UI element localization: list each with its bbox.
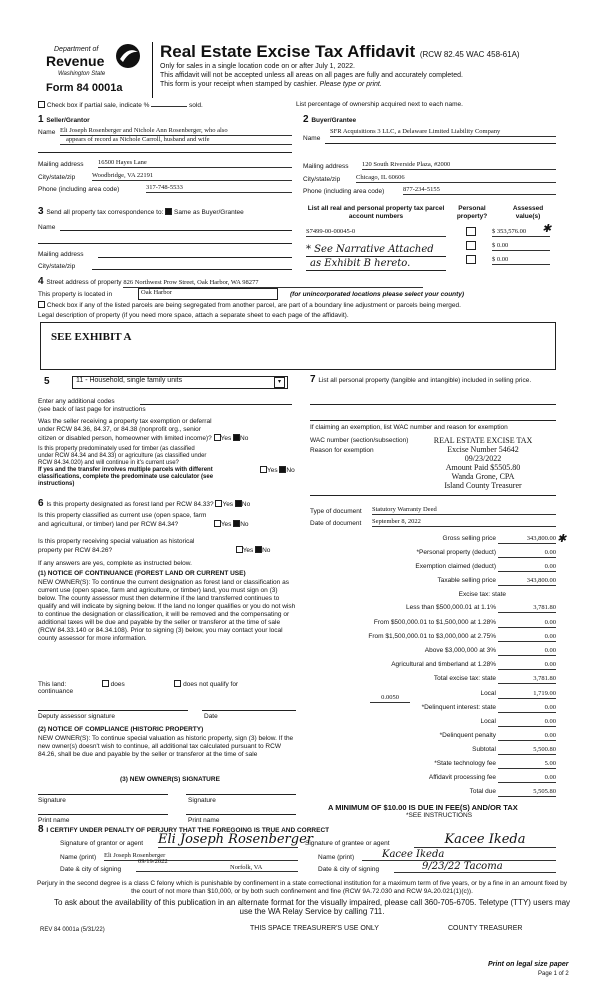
minimum-note: A MINIMUM OF $10.00 IS DUE IN FEE(S) AND/OR TAX bbox=[328, 803, 518, 812]
reason-line-2 bbox=[310, 495, 556, 496]
personal-property-checkbox-2[interactable] bbox=[466, 241, 476, 250]
partial-sale-label: Check box if partial sale, indicate % bbox=[46, 102, 150, 109]
doc-date-label: Date of document bbox=[310, 520, 362, 527]
form-title bbox=[160, 42, 520, 62]
section3-city-field[interactable] bbox=[92, 269, 292, 270]
q-current-use: Is this property classified as current use (open space, farm and agricultural, or timber) land per RCW 84.34? Yes No bbox=[38, 512, 249, 528]
handwritten-exhibit-note: as Exhibit B hereto. bbox=[310, 258, 411, 269]
partial-sold-label: sold. bbox=[189, 102, 203, 109]
calc-row-value[interactable]: 3,781.80 bbox=[498, 675, 556, 684]
seller-city-field[interactable]: Woodbridge, VA 22191 bbox=[92, 172, 292, 181]
seller-mailing-label: Mailing address bbox=[38, 161, 84, 168]
treasurer-stamp bbox=[410, 436, 556, 490]
page-number: Page 1 of 2 bbox=[538, 971, 569, 977]
calc-row-value[interactable]: 1,719.00 bbox=[498, 690, 556, 699]
calc-row-label: Exemption claimed (deduct) bbox=[415, 563, 496, 570]
calc-row-value[interactable]: 0.00 bbox=[498, 704, 556, 713]
q-exemption-no-checkbox[interactable] bbox=[233, 434, 240, 441]
q-current-use-no-checkbox[interactable] bbox=[233, 520, 240, 527]
doc-type-label: Type of document bbox=[310, 508, 362, 515]
land-does-not-checkbox[interactable] bbox=[174, 680, 181, 687]
calc-row-label: Less than $500,000.01 at 1.1% bbox=[406, 604, 496, 611]
owner-print-field-2[interactable] bbox=[186, 814, 296, 815]
buyer-name-line2 bbox=[325, 143, 556, 144]
land-does-checkbox[interactable] bbox=[102, 680, 109, 687]
calc-row-label: *Delinquent penalty bbox=[439, 732, 496, 739]
personal-col-header: Personal property? bbox=[456, 205, 488, 220]
seller-name-line2: appears of record as Nichole Carroll, husband and wife bbox=[60, 136, 292, 145]
assessed-value-1[interactable]: $ 353,576.00 bbox=[492, 228, 550, 237]
grantee-signature-field[interactable]: Kacee Ikeda bbox=[414, 832, 556, 848]
section4-address-row: 4 Street address of property 826 Northwest Prow Street, Oak Harbor, WA 98277 bbox=[38, 278, 423, 288]
buyer-name-label: Name bbox=[303, 135, 321, 142]
calc-row-label: *Delinquent interest: state bbox=[421, 704, 496, 711]
grantor-name-label: Name (print) bbox=[60, 854, 97, 861]
q-timber-yes-checkbox[interactable] bbox=[260, 466, 267, 473]
wac-label: WAC number (section/subsection) bbox=[310, 437, 409, 444]
calc-row-label: Local bbox=[480, 718, 496, 725]
treasurer-use-label: THIS SPACE TREASURER'S USE ONLY bbox=[250, 925, 379, 932]
grantee-name-field[interactable]: Kacee Ikeda bbox=[362, 849, 556, 861]
personal-property-checkbox-1[interactable] bbox=[466, 227, 476, 236]
legal-description-text: SEE EXHIBIT A bbox=[51, 331, 132, 343]
q-exemption: Was the seller receiving a property tax exemption or deferral under RCW 84.36, 84.37, or 84.38 (nonprofit org., senior citizen or disabled person, homeowner with limited income)? Yes No bbox=[38, 418, 249, 442]
same-as-buyer-checkbox[interactable] bbox=[165, 208, 172, 215]
calc-row-label: Total excise tax: state bbox=[433, 675, 496, 682]
stamp-line-6: Island County Treasurer bbox=[444, 481, 522, 490]
section3-mailing-field[interactable] bbox=[98, 257, 292, 258]
section3-name-field[interactable] bbox=[60, 230, 292, 231]
notice1-text: NEW OWNER(S): To continue the current designation as forest land or classification as current use (open space, farm and agriculture, or timber) land, you must sign on (3) below. The county assessor must then determine if the land transferred continues to qualify and will indicate by signing below. If the land no longer qualifies or you do not wish to continue the designation or classification, it will be removed and the compensating or additional taxes will be due and payable by the seller or transferor at the time of sale (RCW 84.33.140 or 84.34.108). Prior to signing (3) below, you may contact your local county assessor for more information. bbox=[38, 579, 296, 642]
stamp-line-4: Amount Paid $5505.80 bbox=[445, 463, 521, 472]
additional-codes-label: Enter any additional codes bbox=[38, 398, 115, 405]
owner-signature-label-1: Signature bbox=[38, 797, 66, 804]
calc-row-value[interactable]: 0.00 bbox=[498, 774, 556, 783]
calc-row-value[interactable]: 3,781.80 bbox=[498, 604, 556, 613]
parcel-number-1[interactable]: S7499-00-00045-0 bbox=[306, 228, 446, 237]
calc-row-label: Gross selling price bbox=[442, 535, 496, 542]
partial-percent-field[interactable] bbox=[151, 106, 187, 107]
legal-size-note: Print on legal size paper bbox=[488, 961, 569, 968]
legal-description-box[interactable] bbox=[40, 322, 556, 370]
handwritten-star-2: ✱ bbox=[557, 532, 567, 545]
use-code-select[interactable] bbox=[72, 376, 288, 389]
see-instructions-note: *SEE INSTRUCTIONS bbox=[406, 812, 473, 819]
calc-row-value[interactable]: 0.00 bbox=[498, 563, 556, 572]
seller-phone-label: Phone (including area code) bbox=[38, 186, 120, 193]
stamp-line-1: REAL ESTATE EXCISE TAX bbox=[433, 436, 533, 445]
calc-row-label: Local bbox=[480, 690, 496, 697]
dept-logo bbox=[38, 40, 150, 98]
grantee-date-field[interactable]: 9/23/22 Tacoma bbox=[394, 861, 556, 873]
form-number: Form 84 0001a bbox=[46, 82, 123, 94]
calc-row-value[interactable]: 5,500.80 bbox=[498, 746, 556, 755]
use-code-value: 11 - Household, single family units bbox=[76, 377, 183, 384]
calc-row-label: *State technology fee bbox=[434, 760, 496, 767]
grantee-signature-label: Signature of grantee or agent bbox=[305, 840, 390, 847]
q-historic: Is this property receiving special valuation as historical property per RCW 84.26? Yes No bbox=[38, 538, 271, 554]
owner-print-label-2: Print name bbox=[188, 817, 220, 824]
header-sub2: This affidavit will not be accepted unless all areas on all pages are fully and accurately completed. bbox=[160, 72, 463, 79]
calc-row-label: Taxable selling price bbox=[437, 577, 496, 584]
boundary-checkbox[interactable] bbox=[38, 301, 45, 308]
form-title-ref: (RCW 82.45 WAC 458-61A) bbox=[419, 50, 520, 59]
seller-name-line1: Eli Joseph Rosenberger and Nichole Ann Rosenberger, who also bbox=[60, 127, 292, 136]
exemption-top-line bbox=[310, 420, 556, 421]
answer-note: If any answers are yes, complete as instructed below. bbox=[38, 560, 192, 567]
calc-row-value[interactable]: 0.00 bbox=[498, 647, 556, 656]
seller-heading: 1 Seller/Grantor bbox=[38, 114, 90, 125]
dropdown-arrow-icon[interactable]: ▾ bbox=[274, 377, 285, 388]
calc-row-label: Subtotal bbox=[472, 746, 496, 753]
form-title-text: Real Estate Excise Tax Affidavit bbox=[160, 42, 416, 61]
calc-row-label: Above $3,000,000 at 3% bbox=[424, 647, 496, 654]
seller-city-label: City/state/zip bbox=[38, 174, 76, 181]
deputy-signature-label: Deputy assessor signature bbox=[38, 713, 115, 720]
seller-phone-field[interactable]: 317-748-5533 bbox=[146, 184, 292, 193]
seller-name-label: Name bbox=[38, 129, 56, 136]
grantee-name-label: Name (print) bbox=[318, 854, 355, 861]
assessed-col-header: Assessed value(s) bbox=[512, 205, 544, 220]
seller-name-field[interactable] bbox=[60, 127, 292, 145]
q-timber-no-checkbox[interactable] bbox=[279, 466, 286, 473]
section3-name-label: Name bbox=[38, 224, 56, 231]
q-historic-yes-checkbox[interactable] bbox=[236, 546, 243, 553]
owner-print-label-1: Print name bbox=[38, 817, 70, 824]
calc-row-value[interactable]: 343,800.00 bbox=[498, 577, 556, 586]
parcel-col-header: List all real and personal property tax parcel account numbers bbox=[307, 205, 445, 220]
q-timber-answers: Yes No bbox=[260, 466, 295, 475]
buyer-name-field[interactable]: SFR Acquisitions 3 LLC, a Delaware Limited Liability Company bbox=[330, 128, 556, 137]
street-address-field[interactable]: 826 Northwest Prow Street, Oak Harbor, WA 98277 bbox=[123, 279, 423, 288]
handwritten-narrative-note: * See Narrative Attached bbox=[306, 244, 434, 255]
assessed-value-3[interactable]: $ 0.00 bbox=[492, 256, 550, 265]
notice2-title: (2) NOTICE OF COMPLIANCE (HISTORIC PROPERTY) bbox=[38, 726, 204, 733]
calc-row-value[interactable]: 5.00 bbox=[498, 760, 556, 769]
stamp-line-2: Excise Number 54642 bbox=[447, 445, 519, 454]
reason-label: Reason for exemption bbox=[310, 447, 374, 454]
located-select[interactable]: Oak Harbor bbox=[138, 288, 278, 300]
located-note: (for unincorporated locations please select your county) bbox=[290, 291, 465, 298]
buyer-phone-label: Phone (including area code) bbox=[303, 188, 385, 195]
partial-sale-checkbox[interactable] bbox=[38, 101, 45, 108]
calc-row-value[interactable]: 343,800.00 bbox=[498, 535, 556, 544]
buyer-mailing-label: Mailing address bbox=[303, 163, 349, 170]
ownership-note: List percentage of ownership acquired next to each name. bbox=[296, 101, 463, 108]
handwritten-star-1: ✱ bbox=[542, 222, 552, 235]
parcel-line-3 bbox=[306, 270, 446, 271]
section3-name-line2 bbox=[38, 243, 292, 244]
calc-row-value[interactable]: 0.00 bbox=[498, 718, 556, 727]
calc-row-label: Agricultural and timberland at 1.28% bbox=[391, 661, 496, 668]
owner-signature-field-1[interactable] bbox=[38, 794, 168, 795]
section3-mailing-label: Mailing address bbox=[38, 251, 84, 258]
dept-top-text: Department of bbox=[54, 46, 99, 53]
notice3-title: (3) NEW OWNER(S) SIGNATURE bbox=[120, 776, 220, 783]
header-divider bbox=[152, 42, 153, 98]
grantor-name-field[interactable]: Eli Joseph Rosenberger bbox=[104, 852, 298, 861]
grantor-signature-field[interactable]: Eli Joseph Rosenberger bbox=[158, 832, 313, 847]
calc-row-label: From $1,500,000.01 to $3,000,000 at 2.75% bbox=[368, 633, 496, 640]
section7-label: 7 List all personal property (tangible and intangible) included in selling price. bbox=[310, 374, 532, 385]
header-sub3-text: This form is your receipt when stamped by cashier. bbox=[160, 81, 318, 88]
q-historic-no-checkbox[interactable] bbox=[255, 546, 262, 553]
grantor-date-label: Date & city of signing bbox=[60, 866, 122, 873]
rev-number: REV 84 0001a (5/31/22) bbox=[40, 927, 105, 933]
calc-row-value[interactable]: 0.00 bbox=[498, 661, 556, 670]
notice1-title: (1) NOTICE OF CONTINUANCE (FOREST LAND OR CURRENT USE) bbox=[38, 570, 246, 577]
boundary-row: Check box if any of the listed parcels are being segregated from another parcel, are part of a boundary line adjustment or parcels being merged. bbox=[38, 301, 461, 310]
header-sub3-bold: Please type or print. bbox=[319, 81, 382, 88]
alternate-format-notice: To ask about the availability of this publication in an alternate format for the visually impaired, please call 360-705-6705. Teletype (TTY) users may use the WA Relay Service by calling 711. bbox=[53, 898, 571, 916]
deputy-signature-field[interactable] bbox=[38, 710, 188, 711]
owner-print-field-1[interactable] bbox=[38, 814, 168, 815]
continuance-label: continuance bbox=[38, 688, 74, 695]
header-sub3 bbox=[160, 81, 382, 89]
partial-sale-row bbox=[38, 101, 203, 110]
calc-row-value[interactable]: 0.00 bbox=[498, 549, 556, 558]
stamp-line-5: Wanda Grone, CPA bbox=[451, 472, 515, 481]
seller-mailing-field[interactable]: 16500 Hayes Lane bbox=[98, 159, 292, 168]
buyer-mailing-field[interactable]: 120 South Riverside Plaza, #2000 bbox=[362, 161, 556, 170]
legal-label: Legal description of property (if you need more space, attach a separate sheet to each page of the affidavit). bbox=[38, 312, 349, 319]
owner-signature-label-2: Signature bbox=[188, 797, 216, 804]
additional-codes-field[interactable] bbox=[140, 404, 292, 405]
buyer-phone-field[interactable]: 877-234-5155 bbox=[403, 186, 556, 195]
located-label: This property is located in bbox=[38, 291, 113, 298]
header-sub1: Only for sales in a single location code on or after July 1, 2022. bbox=[160, 63, 355, 70]
revenue-swoosh-icon bbox=[114, 42, 142, 70]
buyer-city-field[interactable]: Chicago, IL 60606 bbox=[356, 174, 556, 183]
dept-name: Revenue bbox=[46, 53, 105, 69]
deputy-date-label: Date bbox=[204, 713, 218, 720]
buyer-heading: 2 Buyer/Grantee bbox=[303, 114, 357, 125]
calc-row-value[interactable]: 5,505.80 bbox=[498, 788, 556, 797]
calc-row-label: Excise tax: state bbox=[458, 591, 506, 598]
calc-row-value[interactable]: 0.00 bbox=[498, 732, 556, 741]
section3-heading: 3 Send all property tax correspondence to: Same as Buyer/Grantee bbox=[38, 206, 244, 217]
personal-property-checkbox-3[interactable] bbox=[466, 255, 476, 264]
calc-row-label: Total due bbox=[469, 788, 496, 795]
see-back-note: (see back of last page for instructions bbox=[38, 406, 146, 413]
grantor-signature-label: Signature of grantor or agent bbox=[60, 840, 144, 847]
deputy-date-field[interactable] bbox=[202, 710, 296, 711]
q-forest: 6 Is this property designated as forest land per RCW 84.33? Yes No bbox=[38, 498, 251, 509]
q-forest-no-checkbox[interactable] bbox=[235, 500, 242, 507]
personal-property-field[interactable] bbox=[310, 404, 556, 405]
exemption-label: If claiming an exemption, list WAC number and reason for exemption bbox=[310, 424, 508, 431]
section8-heading: 8 I CERTIFY UNDER PENALTY OF PERJURY THAT THE FOREGOING IS TRUE AND CORRECT bbox=[38, 824, 330, 835]
perjury-notice: Perjury in the second degree is a class C felony which is punishable by confinement in a state correctional institution for a maximum term of five years, or by a fine in an amount fixed by the court of not more than $10,000, or by both such confinement and fine (RCW 9A.72.030 and RCW 9A.20.021(1)(c)). bbox=[36, 880, 567, 895]
doc-type-field[interactable]: Statutory Warranty Deed bbox=[372, 506, 556, 515]
calc-row-value[interactable]: 0.00 bbox=[498, 633, 556, 642]
seller-name-line3 bbox=[38, 152, 292, 153]
doc-date-field[interactable]: September 8, 2022 bbox=[372, 518, 556, 527]
county-treasurer-label: COUNTY TREASURER bbox=[448, 925, 523, 932]
notice2-text: NEW OWNER(S): To continue special valuation as historic property, sign (3) below. If the new owner(s) doesn't wish to continue, all additional tax calculated pursuant to RCW 84.26, shall be due and payable by the seller or transferor at the time of sale bbox=[38, 735, 294, 758]
calc-row-label: Affidavit processing fee bbox=[428, 774, 496, 781]
section5-number: 5 bbox=[44, 376, 50, 387]
owner-signature-field-2[interactable] bbox=[186, 794, 296, 795]
stamp-line-3: 09/23/2022 bbox=[464, 454, 502, 463]
grantor-date-field[interactable]: 09/19/2022 Norfolk, VA bbox=[136, 862, 298, 872]
section3-city-label: City/state/zip bbox=[38, 263, 76, 270]
calc-row-label: From $500,000.01 to $1,500,000 at 1.28% bbox=[373, 619, 496, 626]
grantee-date-label: Date & city of signing bbox=[318, 866, 380, 873]
q-current-use-yes-checkbox[interactable] bbox=[214, 520, 221, 527]
parcel-line-2 bbox=[306, 256, 446, 257]
assessed-value-2[interactable]: $ 0.00 bbox=[492, 242, 550, 251]
local-rate-field[interactable]: 0.0050 bbox=[370, 694, 410, 703]
calc-row-value[interactable]: 0.00 bbox=[498, 619, 556, 628]
dept-state: Washington State bbox=[58, 71, 106, 77]
calc-row-label: *Personal property (deduct) bbox=[416, 549, 496, 556]
q-exemption-yes-checkbox[interactable] bbox=[214, 434, 221, 441]
buyer-city-label: City/state/zip bbox=[303, 176, 341, 183]
q-timber: Is this property predominately used for timber (as classified under RCW 84.34 and 84.33) or agriculture (as classified under RCW 84.34.020) and will continue in it's current use? If yes and the transfer involves multiple parcels with different classifications, complete the predominate use calculator (see instructions) bbox=[38, 446, 214, 487]
this-land-row: This land: does does not qualify for bbox=[38, 681, 239, 688]
